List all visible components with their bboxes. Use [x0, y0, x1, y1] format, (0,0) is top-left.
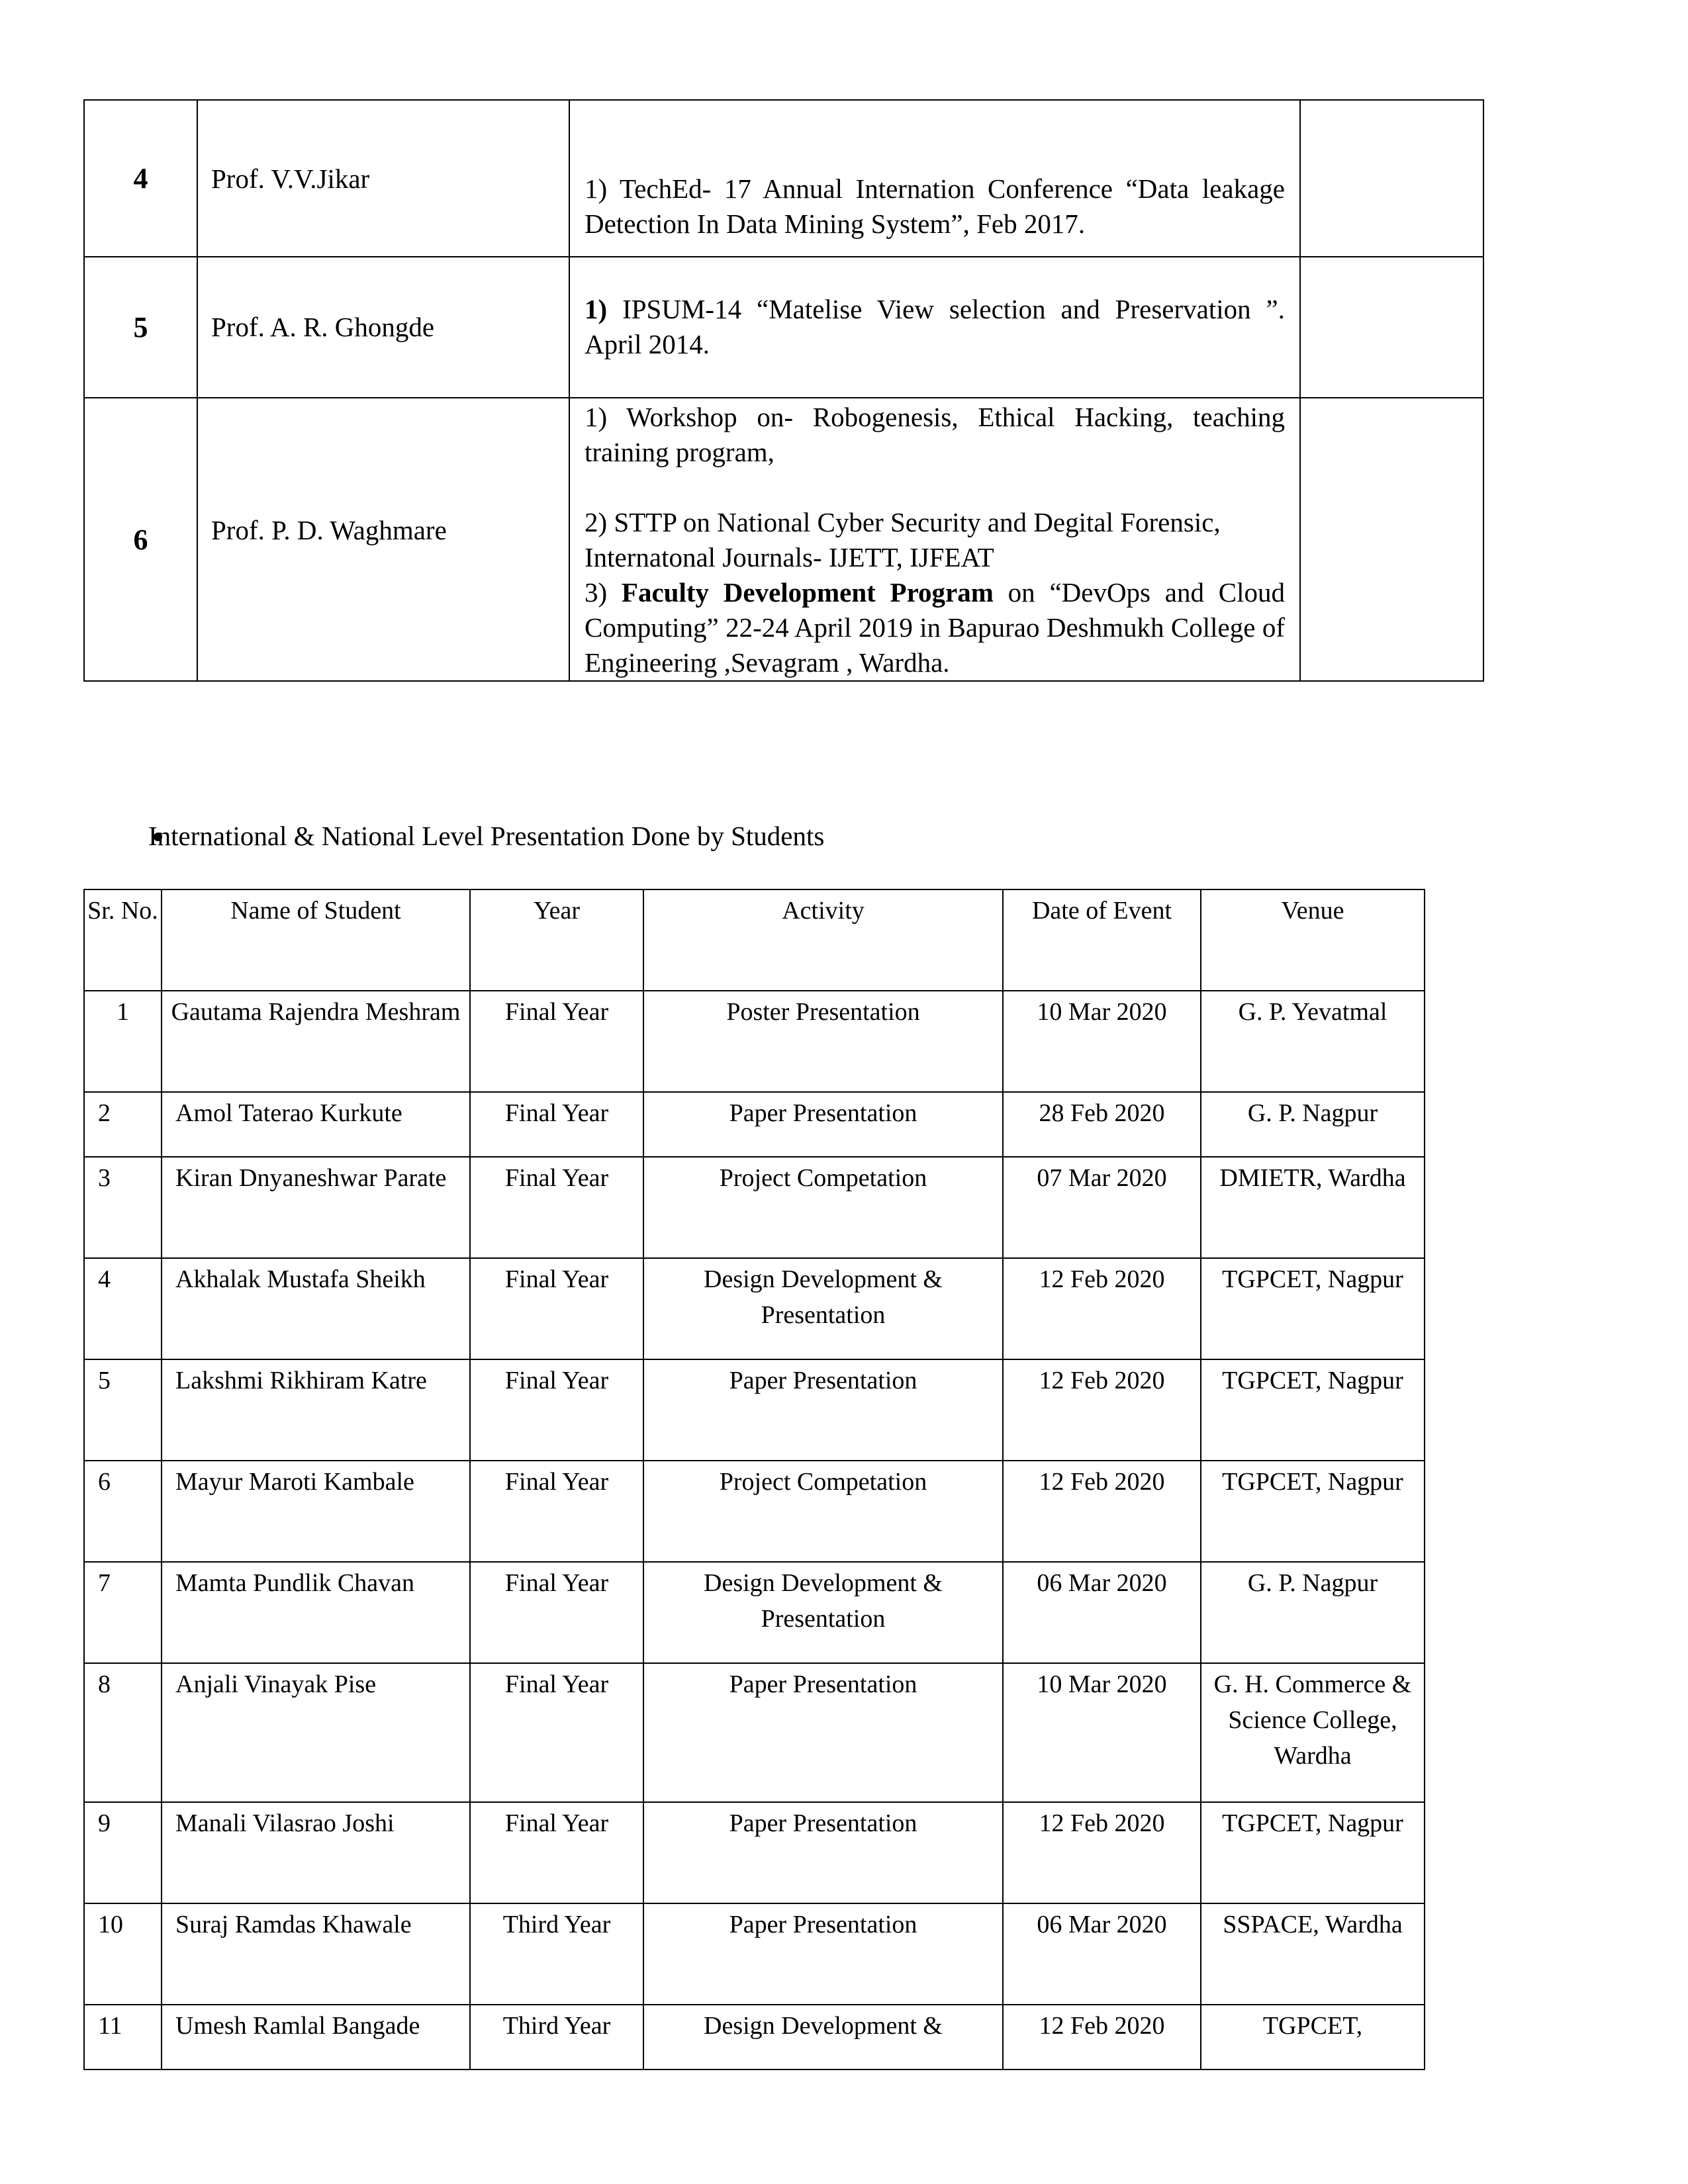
faculty-sr: 4 — [84, 100, 197, 257]
faculty-row — [84, 398, 1483, 681]
faculty-name: Prof. P. D. Waghmare — [197, 398, 569, 681]
cell-sr: 9 — [84, 1802, 162, 1903]
faculty-row — [84, 257, 1483, 398]
activity-paragraph: 1) TechEd- 17 Annual Internation Conference “Data leakage Detection In Data Mining System”, Feb 2017. — [585, 173, 1285, 239]
cell-activity: Paper Presentation — [643, 1903, 1003, 2005]
cell-date: 07 Mar 2020 — [1003, 1157, 1201, 1258]
cell-year: Final Year — [470, 1802, 643, 1903]
cell-activity: Paper Presentation — [643, 1092, 1003, 1157]
activity-bold-text: Faculty Development Program — [621, 577, 994, 608]
header-year: Year — [470, 889, 643, 991]
cell-activity: Paper Presentation — [643, 1359, 1003, 1461]
cell-venue: DMIETR, Wardha — [1201, 1157, 1425, 1258]
table-row — [84, 1258, 1425, 1359]
cell-name: Anjali Vinayak Pise — [162, 1663, 470, 1802]
table-row — [84, 1663, 1425, 1802]
cell-year: Final Year — [470, 1157, 643, 1258]
faculty-sr: 5 — [84, 257, 197, 398]
cell-year: Final Year — [470, 1562, 643, 1663]
cell-venue: TGPCET, Nagpur — [1201, 1802, 1425, 1903]
cell-activity: Project Competation — [643, 1157, 1003, 1258]
cell-name: Mayur Maroti Kambale — [162, 1461, 470, 1562]
cell-venue: TGPCET, — [1201, 2005, 1425, 2070]
cell-venue: TGPCET, Nagpur — [1201, 1461, 1425, 1562]
activity-number: 1) — [585, 294, 608, 324]
cell-name: Amol Taterao Kurkute — [162, 1092, 470, 1157]
cell-venue: G. H. Commerce & Science College, Wardha — [1201, 1663, 1425, 1802]
cell-activity: Design Development & — [643, 2005, 1003, 2070]
cell-sr: 3 — [84, 1157, 162, 1258]
cell-sr: 10 — [84, 1903, 162, 2005]
table-row — [84, 1461, 1425, 1562]
header-date: Date of Event — [1003, 889, 1201, 991]
header-name: Name of Student — [162, 889, 470, 991]
cell-year: Final Year — [470, 991, 643, 1092]
cell-date: 12 Feb 2020 — [1003, 1258, 1201, 1359]
table-row — [84, 1562, 1425, 1663]
cell-name: Akhalak Mustafa Sheikh — [162, 1258, 470, 1359]
cell-venue: G. P. Nagpur — [1201, 1092, 1425, 1157]
faculty-activities — [569, 100, 1300, 257]
cell-date: 12 Feb 2020 — [1003, 2005, 1201, 2070]
cell-sr: 5 — [84, 1359, 162, 1461]
cell-date: 12 Feb 2020 — [1003, 1461, 1201, 1562]
faculty-table — [83, 99, 1484, 682]
cell-date: 06 Mar 2020 — [1003, 1903, 1201, 2005]
cell-name: Mamta Pundlik Chavan — [162, 1562, 470, 1663]
cell-sr: 4 — [84, 1258, 162, 1359]
cell-sr: 11 — [84, 2005, 162, 2070]
cell-name: Lakshmi Rikhiram Katre — [162, 1359, 470, 1461]
cell-sr: 6 — [84, 1461, 162, 1562]
faculty-empty-cell — [1300, 398, 1483, 681]
cell-name: Manali Vilasrao Joshi — [162, 1802, 470, 1903]
faculty-empty-cell — [1300, 257, 1483, 398]
cell-name: Kiran Dnyaneshwar Parate — [162, 1157, 470, 1258]
activity-paragraph: 2) STTP on National Cyber Security and Degital Forensic, Internatonal Journals- IJETT, IJFEAT — [585, 507, 1221, 572]
cell-sr: 1 — [84, 991, 162, 1092]
activity-paragraph — [585, 575, 1285, 680]
cell-sr: 7 — [84, 1562, 162, 1663]
activity-text: IPSUM-14 “Matelise View selection and Preservation ”. April 2014. — [585, 294, 1285, 359]
faculty-name: Prof. V.V.Jikar — [197, 100, 569, 257]
header-activity: Activity — [643, 889, 1003, 991]
activity-prefix: 3) — [585, 577, 622, 608]
cell-year: Third Year — [470, 2005, 643, 2070]
activity-text: on “DevOps and Cloud Computing” 22-24 April 2019 in Bapurao Deshmukh College of Engineering ,Sevagram , Wardha. — [585, 577, 1285, 678]
cell-date: 12 Feb 2020 — [1003, 1802, 1201, 1903]
cell-year: Final Year — [470, 1258, 643, 1359]
table-row — [84, 991, 1425, 1092]
cell-name: Gautama Rajendra Meshram — [162, 991, 470, 1092]
faculty-empty-cell — [1300, 100, 1483, 257]
cell-name: Umesh Ramlal Bangade — [162, 2005, 470, 2070]
table-row — [84, 1802, 1425, 1903]
faculty-sr: 6 — [84, 398, 197, 681]
cell-date: 12 Feb 2020 — [1003, 1359, 1201, 1461]
cell-activity: Design Development & Presentation — [643, 1258, 1003, 1359]
table-row — [84, 1157, 1425, 1258]
header-venue: Venue — [1201, 889, 1425, 991]
table-row — [84, 1359, 1425, 1461]
faculty-activities — [569, 398, 1300, 681]
cell-year: Final Year — [470, 1092, 643, 1157]
cell-date: 28 Feb 2020 — [1003, 1092, 1201, 1157]
table-header-row — [84, 889, 1425, 991]
cell-date: 10 Mar 2020 — [1003, 1663, 1201, 1802]
table-row — [84, 1092, 1425, 1157]
cell-date: 10 Mar 2020 — [1003, 991, 1201, 1092]
faculty-activities — [569, 257, 1300, 398]
table-row — [84, 1903, 1425, 2005]
table-row — [84, 2005, 1425, 2070]
cell-venue: G. P. Nagpur — [1201, 1562, 1425, 1663]
header-sr-no: Sr. No. — [84, 889, 162, 991]
activity-paragraph: 1) Workshop on- Robogenesis, Ethical Hacking, teaching training program, — [585, 402, 1285, 467]
cell-venue: TGPCET, Nagpur — [1201, 1258, 1425, 1359]
cell-year: Third Year — [470, 1903, 643, 2005]
cell-activity: Paper Presentation — [643, 1663, 1003, 1802]
activity-paragraph — [585, 292, 1285, 362]
cell-venue: SSPACE, Wardha — [1201, 1903, 1425, 2005]
section-heading: International & National Level Presentation Done by Students — [148, 821, 825, 851]
cell-sr: 8 — [84, 1663, 162, 1802]
students-table — [83, 889, 1425, 2070]
cell-name: Suraj Ramdas Khawale — [162, 1903, 470, 2005]
faculty-row — [84, 100, 1483, 257]
cell-activity: Paper Presentation — [643, 1802, 1003, 1903]
cell-year: Final Year — [470, 1359, 643, 1461]
cell-date: 06 Mar 2020 — [1003, 1562, 1201, 1663]
cell-year: Final Year — [470, 1461, 643, 1562]
cell-activity: Design Development & Presentation — [643, 1562, 1003, 1663]
cell-venue: TGPCET, Nagpur — [1201, 1359, 1425, 1461]
cell-activity: Project Competation — [643, 1461, 1003, 1562]
cell-year: Final Year — [470, 1663, 643, 1802]
cell-activity: Poster Presentation — [643, 991, 1003, 1092]
cell-venue: G. P. Yevatmal — [1201, 991, 1425, 1092]
faculty-name: Prof. A. R. Ghongde — [197, 257, 569, 398]
cell-sr: 2 — [84, 1092, 162, 1157]
paragraph-gap — [585, 470, 1285, 505]
